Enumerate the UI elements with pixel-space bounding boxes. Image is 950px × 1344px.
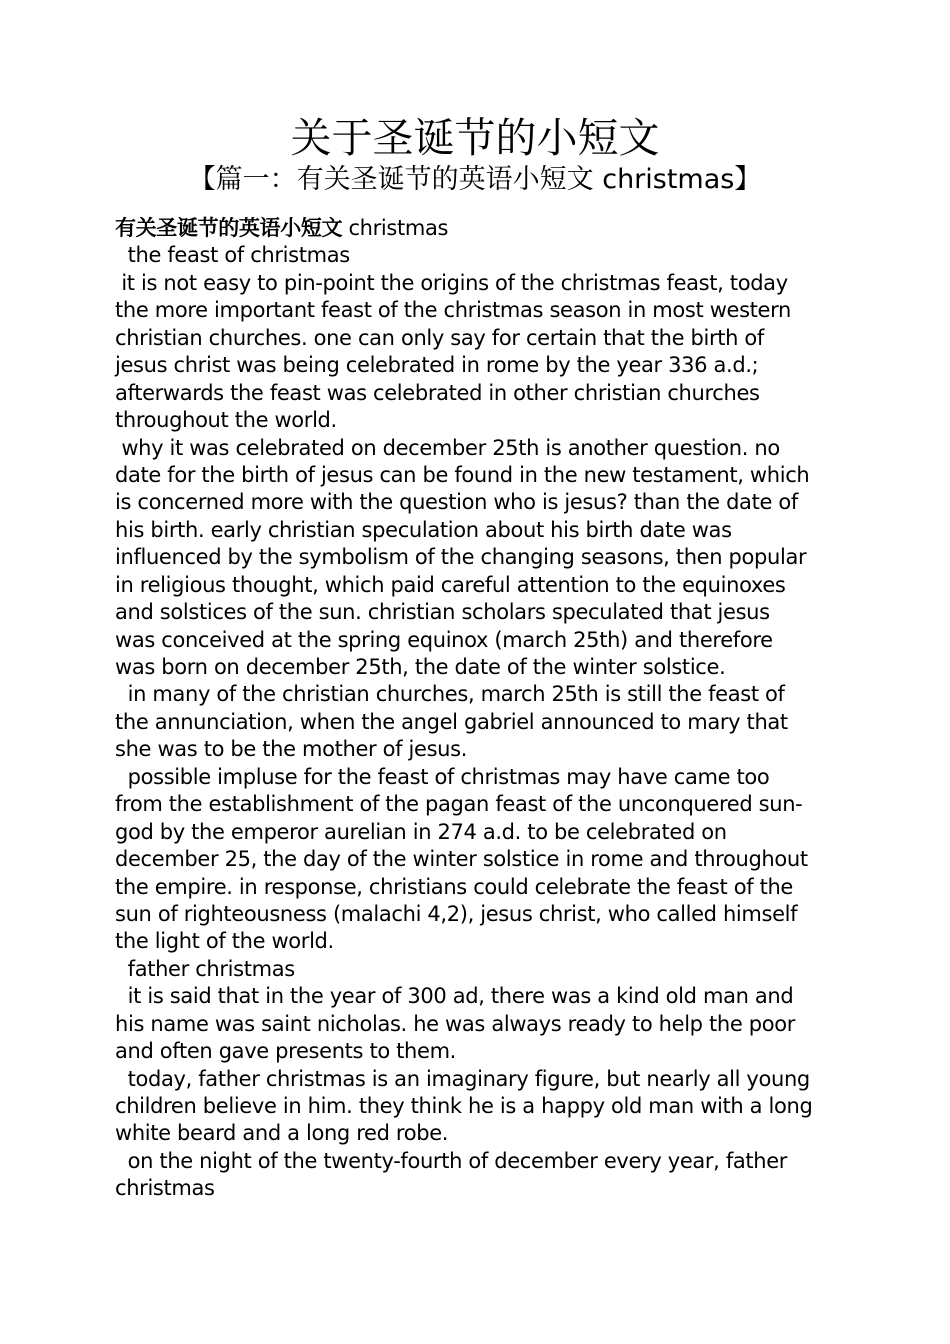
- text-line: she was to be the mother of jesus.: [115, 737, 468, 762]
- text-line: god by the emperor aurelian in 274 a.d. to be celebrated on: [115, 819, 727, 844]
- text-line: throughout the world.: [115, 408, 337, 433]
- document-subtitle: 【篇一：有关圣诞节的英语小短文 christmas】: [188, 164, 762, 195]
- text-line: white beard and a long red robe.: [115, 1121, 449, 1146]
- text-line: was born on december 25th, the date of the winter solstice.: [115, 655, 726, 679]
- text-line: the empire. in response, christians could celebrate the feast of the: [115, 874, 793, 899]
- document-title: 关于圣诞节的小短文: [290, 114, 660, 162]
- section-heading-rest: christmas: [342, 216, 449, 240]
- text-line: the annunciation, when the angel gabriel announced to mary that: [115, 709, 788, 734]
- section-heading-bold: 有关圣诞节的英语小短文: [115, 216, 343, 240]
- text-line: today, father christmas is an imaginary figure, but nearly all young: [115, 1066, 810, 1091]
- text-line: afterwards the feast was celebrated in other christian churches: [115, 380, 760, 405]
- text-line: date for the birth of jesus can be found in the new testament, which: [115, 462, 810, 487]
- text-line: it is said that in the year of 300 ad, there was a kind old man and: [115, 984, 794, 1009]
- text-line: why it was celebrated on december 25th is another question. no: [115, 435, 780, 460]
- document-body: [115, 215, 835, 1203]
- text-line: and often gave presents to them.: [115, 1039, 457, 1064]
- text-line: from the establishment of the pagan feast of the unconquered sun-: [115, 792, 803, 817]
- text-line: his name was saint nicholas. he was always ready to help the poor: [115, 1011, 795, 1036]
- text-line: december 25, the day of the winter solstice in rome and throughout: [115, 847, 808, 872]
- text-line: in many of the christian churches, march 25th is still the feast of: [115, 682, 785, 707]
- text-line: christmas: [115, 1176, 215, 1201]
- text-line: was conceived at the spring equinox (march 25th) and therefore: [115, 627, 773, 652]
- text-line: possible impluse for the feast of christmas may have came too: [115, 764, 770, 789]
- text-line: the feast of christmas: [115, 243, 350, 268]
- text-line: sun of righteousness (malachi 4,2), jesus christ, who called himself: [115, 901, 798, 926]
- text-line: in religious thought, which paid careful attention to the equinoxes: [115, 572, 786, 597]
- text-line: the light of the world.: [115, 929, 334, 954]
- text-line: jesus christ was being celebrated in rome by the year 336 a.d.;: [115, 353, 759, 378]
- text-line: on the night of the twenty-fourth of december every year, father: [115, 1148, 788, 1173]
- text-line: christian churches. one can only say for certain that the birth of: [115, 325, 764, 350]
- text-line: and solstices of the sun. christian scholars speculated that jesus: [115, 600, 770, 625]
- text-line: father christmas: [115, 956, 295, 981]
- text-line: it is not easy to pin-point the origins of the christmas feast, today: [115, 270, 788, 295]
- section-heading: [115, 215, 835, 242]
- text-line: the more important feast of the christmas season in most western: [115, 298, 792, 323]
- text-line: children believe in him. they think he is a happy old man with a long: [115, 1094, 813, 1118]
- text-line: is concerned more with the question who is jesus? than the date of: [115, 490, 798, 515]
- text-line: his birth. early christian speculation about his birth date was: [115, 517, 732, 542]
- body-lines: [115, 242, 835, 1202]
- text-line: influenced by the symbolism of the changing seasons, then popular: [115, 545, 807, 570]
